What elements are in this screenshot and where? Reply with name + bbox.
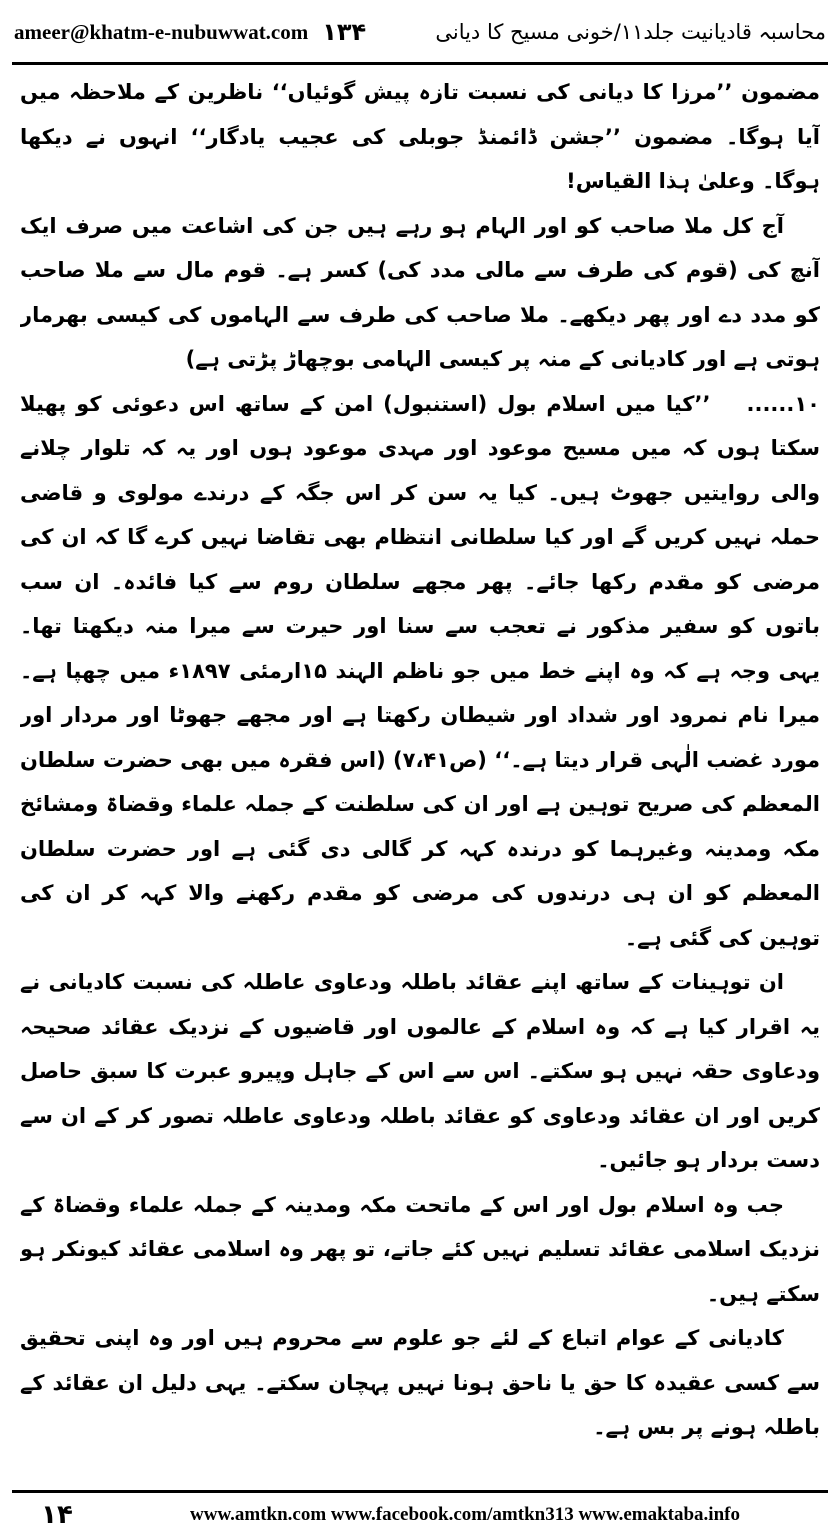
header-divider (12, 62, 828, 65)
footer-page-number: ۱۴ (41, 1500, 73, 1530)
page-footer (12, 1494, 828, 1536)
paragraph-5: جب وہ اسلام بول اور اس کے ماتحت مکہ ومدینہ کے جملہ علماء وقضاۃ کے نزدیک اسلامی عقائد تسلیم نہیں کئے جاتے، تو پھر وہ اسلامی عقائد کیونکر ہو سکتے ہیں۔ (20, 1192, 820, 1306)
footer-divider (12, 1490, 828, 1493)
header-email: ameer@khatm-e-nubuwwat.com (14, 19, 309, 44)
paragraph-2: آج کل ملا صاحب کو اور الہام ہو رہے ہیں جن کی اشاعت میں صرف ایک آنچ کی (قوم کی طرف سے مالی مدد کی) کسر ہے۔ قوم مال سے ملا صاحب کو مدد دے اور پھر دیکھے۔ ملا صاحب کی طرف سے الہاموں کی کیسی بھرمار ہوتی ہے اور کادیانی کے منہ پر کیسی الہامی بوچھاڑ پڑتی ہے) (20, 213, 820, 371)
paragraph-3-text: ’’کیا میں اسلام بول (استنبول) امن کے ساتھ اس دعوئی کو پھیلا سکتا ہوں کہ میں مسیح موعود اور مہدی موعود ہوں اور یہ کہ تلوار چلانے والی روایتیں جھوٹ ہیں۔ کیا یہ سن کر اس جگہ کے درندے مولوی و قاضی حملہ نہیں کریں گے اور کیا سلطانی انتظام بھی تقاضا نہیں کرے گا کہ ان کی مرضی کو مقدم رکھا جائے۔ پھر مجھے سلطان روم سے کیا فائدہ۔ ان سب باتوں کو سفیر مذکور نے تعجب سے سنا اور حیرت سے میرا منہ دیکھتا تھا۔ یہی وجہ ہے کہ وہ اپنے خط میں جو ناظم الہند ۱۵ارمئی ۱۸۹۷ء میں چھپا ہے۔ میرا نام نمرود اور شداد اور شیطان رکھتا ہے اور مجھے جھوٹا اور مردار اور مورد غضب الٰہی قرار دیتا ہے۔‘‘ (ص۷،۴۱) (اس فقرہ میں بھی حضرت سلطان المعظم کی صریح توہین ہے اور ان کی سلطنت کے جملہ علماء وقضاۃ ومشائخ مکہ ومدینہ وغیرہما کو درندہ کہہ کر گالی دی گئی ہے اور حضرت سلطان المعظم کو ان ہی درندوں کی مرضی کو مقدم رکھنے والا کہہ کر ان کی توہین کی گئی ہے۔ (20, 391, 820, 950)
footer-websites: www.amtkn.com www.facebook.com/amtkn313 www.emaktaba.info (190, 1504, 740, 1525)
page-body (20, 70, 820, 1484)
header-page-number: ۱۳۴ (322, 18, 367, 46)
paragraph-4: ان توہینات کے ساتھ اپنے عقائد باطلہ ودعاوی عاطلہ کی نسبت کادیانی نے یہ اقرار کیا ہے کہ وہ اسلام کے عالموں اور قاضیوں کے نزدیک عقائد صحیحہ ودعاوی حقہ نہیں ہو سکتے۔ اس سے اس کے جاہل وپیرو عبرت کا سبق حاصل کریں اور ان عقائد ودعاوی کو عقائد باطلہ ودعاوی عاطلہ تصور کر کے ان سے دست بردار ہو جائیں۔ (20, 970, 820, 1172)
paragraph-1: مضمون ’’مرزا کا دیانی کی نسبت تازہ پیش گوئیاں‘‘ ناظرین کے ملاحظہ میں آیا ہوگا۔ مضمون ’’جشن ڈائمنڈ جوبلی کی عجیب یادگار‘‘ انہوں نے دیکھا ہوگا۔ وعلیٰ ہذا القیاس! (20, 80, 820, 193)
item-number: ۱۰...... (746, 391, 820, 416)
header-book-title: محاسبہ قادیانیت جلد۱۱/خونی مسیح کا دیانی (435, 20, 826, 44)
paragraph-6: کادیانی کے عوام اتباع کے لئے جو علوم سے محروم ہیں اور وہ اپنی تحقیق سے کسی عقیدہ کا حق یا ناحق ہونا نہیں پہچان سکتے۔ یہی دلیل ان عقائد کے باطلہ ہونے پر بس ہے۔ (20, 1326, 820, 1439)
page-header (14, 4, 826, 60)
paragraph-3 (20, 382, 820, 961)
